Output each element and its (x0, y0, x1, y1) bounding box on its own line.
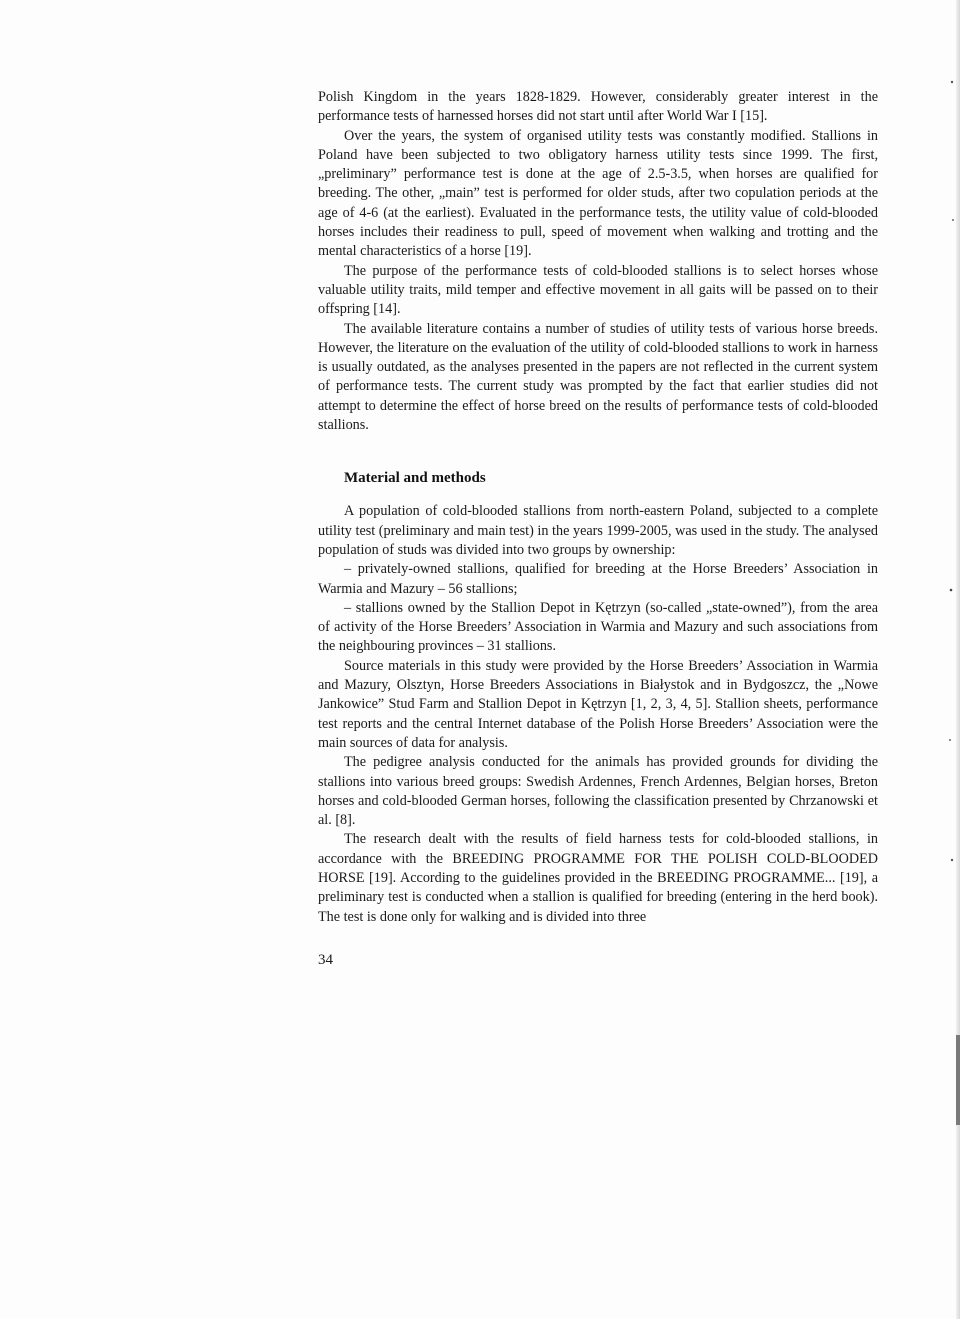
scan-speck (950, 589, 953, 592)
paragraph-intro-3: The purpose of the performance tests of cold-blooded stallions is to select horses whose valuable utility traits, mild temper and effective movement in all gaits will be passed on to their offspring [14]. (318, 262, 878, 318)
scan-speck (951, 859, 953, 861)
paragraph-methods-3: The pedigree analysis conducted for the animals has provided grounds for dividing the stallions into various breed groups: Swedish Ardennes, French Ardennes, Belgian horses, Breton horses and cold-blooded German horses, following the classification presented by Chrzanowski et al. [8]. (318, 754, 878, 829)
body-text (318, 88, 878, 927)
paragraph-intro-2: Over the years, the system of organised utility tests was constantly modified. Stallions in Poland have been subjected to two obligatory harness utility tests since 1999. The first, „preliminary” performance test is done at the age of 2.5-3.5, when horses are qualified for breeding. The other, „main” test is performed for older studs, after two copulation periods at the age of 4-6 (at the earliest). Evaluated in the performance tests, the utility value of cold-blooded horses includes their readiness to pull, speed of movement when walking and trotting and the mental characteristics of a horse [19]. (318, 127, 878, 260)
paragraph-methods-2: Source materials in this study were provided by the Horse Breeders’ Association in Warmia and Mazury, Olsztyn, Horse Breeders Associations in Białystok and in Bydgoszcz, the „Nowe Jankowice” Stud Farm and Stallion Depot in Kętrzyn [1, 2, 3, 4, 5]. Stallion sheets, performance test reports and the central Internet database of the Polish Horse Breeders’ Association were the main sources of data for analysis. (318, 657, 878, 751)
scan-speck (951, 81, 953, 83)
paragraph-intro-1: Polish Kingdom in the years 1828-1829. However, considerably greater interest in the performance tests of harnessed horses did not start until after World War I [15]. (318, 89, 878, 125)
list-item-private: – privately-owned stallions, qualified for breeding at the Horse Breeders’ Association in Warmia and Mazury – 56 stallions; (318, 561, 878, 597)
page-number: 34 (318, 952, 333, 968)
paragraph-methods-4: The research dealt with the results of field harness tests for cold-blooded stallions, in accordance with the BREEDING PROGRAMME FOR THE POLISH COLD-BLOODED HORSE [19]. According to the guidelines provided in the BREEDING PROGRAMME... [19], a preliminary test is conducted when a stallion is qualified for breeding (entering in the herd book). The test is done only for walking and is divided into three (318, 831, 878, 925)
list-item-state: – stallions owned by the Stallion Depot in Kętrzyn (so-called „state-owned”), from the area of activity of the Horse Breeders’ Association in Warmia and Mazury and such associations from the neighbouring provinces – 31 stallions. (318, 599, 878, 655)
scan-speck (949, 739, 951, 741)
paragraph-intro-4: The available literature contains a number of studies of utility tests of various horse breeds. However, the literature on the evaluation of the utility of cold-blooded stallions to work in harness is usually outdated, as the analyses presented in the papers are not reflected in the current system of performance tests. The current study was prompted by the fact that earlier studies did not attempt to determine the effect of horse breed on the results of performance tests of cold-blooded stallions. (318, 320, 878, 434)
scan-speck (952, 219, 954, 221)
paragraph-methods-1: A population of cold-blooded stallions from north-eastern Poland, subjected to a complete utility test (preliminary and main test) in the years 1999-2005, was used in the study. The analysed population of studs was divided into two groups by ownership: (318, 503, 878, 558)
section-heading: Material and methods (344, 470, 486, 487)
scan-edge-mark (956, 1035, 960, 1125)
